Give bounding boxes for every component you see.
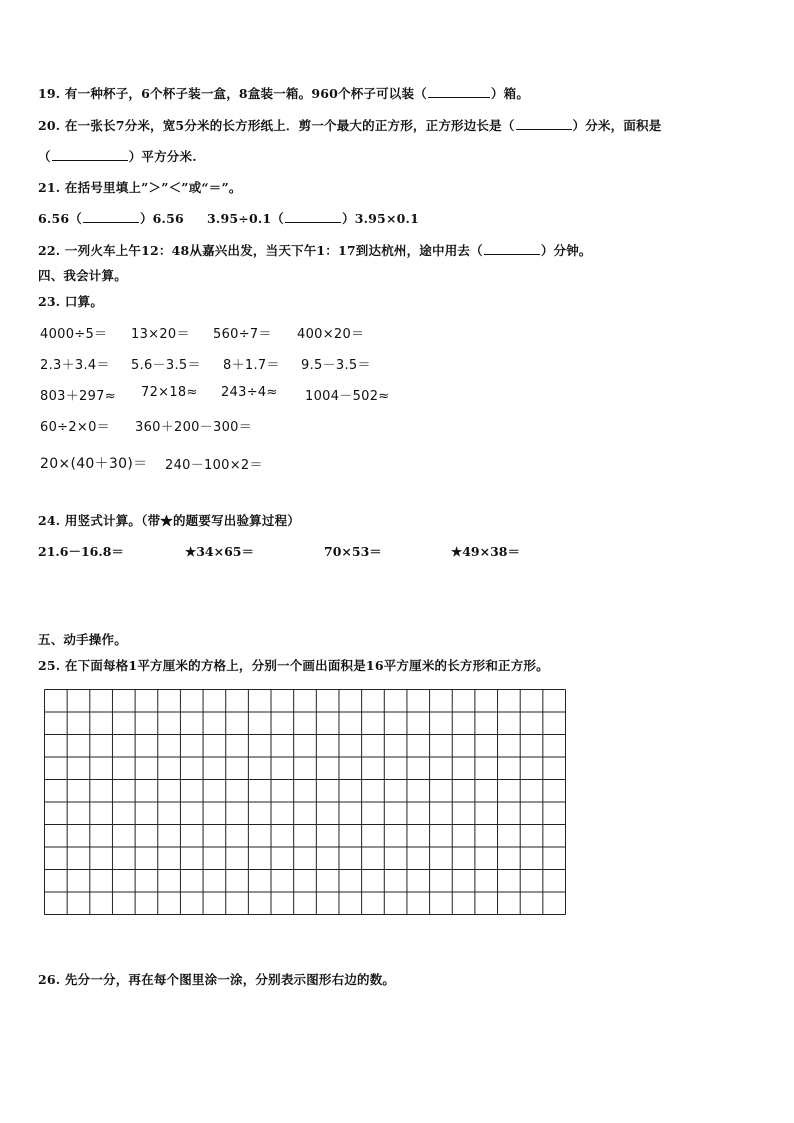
- question-number: 21.: [38, 180, 61, 195]
- question-text: 口算。: [64, 294, 104, 309]
- compare-blank-1[interactable]: [83, 210, 139, 223]
- answer-blank-side[interactable]: [516, 117, 572, 130]
- question-21-expressions: [38, 209, 419, 227]
- grid-svg[interactable]: [44, 689, 566, 915]
- answer-blank[interactable]: [428, 85, 490, 98]
- vertical-calc-item: ★49×38＝: [451, 544, 520, 559]
- question-20-line2: [38, 147, 197, 165]
- mental-math-item: 1004－502≈: [305, 389, 390, 404]
- question-26: [38, 970, 395, 988]
- question-23: [38, 292, 103, 310]
- compare-right-1: ）6.56: [139, 211, 184, 226]
- mental-math-item: 13×20＝: [131, 327, 190, 342]
- mental-math-item: 560÷7＝: [213, 327, 272, 342]
- answer-blank-area[interactable]: [52, 148, 128, 161]
- question-22: [38, 241, 592, 259]
- compare-right-2: ）3.95×0.1: [342, 211, 419, 226]
- mental-math-item: 20×(40＋30)＝: [40, 456, 148, 472]
- square-grid[interactable]: [44, 689, 566, 915]
- question-text: 有一种杯子，6个杯子装一盒，8盒装一箱。960个杯子可以装（: [64, 86, 427, 101]
- question-25: [38, 656, 549, 674]
- vertical-calc-item: 21.6－16.8＝: [38, 544, 124, 559]
- mental-math-item: 240－100×2＝: [165, 458, 263, 473]
- question-number: 22.: [38, 243, 61, 258]
- mental-math-item: 2.3＋3.4＝: [40, 358, 110, 373]
- question-text-end: ）平方分米.: [128, 149, 197, 164]
- vertical-calc-item: 70×53＝: [324, 544, 382, 559]
- mental-math-item: 803＋297≈: [40, 389, 116, 404]
- compare-left-2: 3.95÷0.1（: [207, 211, 284, 226]
- question-text: （: [38, 149, 51, 164]
- mental-math-item: 400×20＝: [297, 327, 365, 342]
- section-heading-4: 四、我会计算。: [38, 268, 127, 283]
- mental-math-item: 72×18≈: [141, 385, 198, 400]
- question-text-end: ）箱。: [490, 86, 530, 101]
- mental-math-item: 8＋1.7＝: [223, 358, 280, 373]
- mental-math-item: 4000÷5＝: [40, 327, 108, 342]
- question-text-mid: ）分米，面积是: [572, 118, 662, 133]
- mental-math-item: 243÷4≈: [221, 385, 278, 400]
- question-number: 25.: [38, 658, 61, 673]
- question-text: 一列火车上午12：48从嘉兴出发，当天下午1：17到达杭州，途中用去（: [64, 243, 483, 258]
- question-text-end: ）分钟。: [540, 243, 592, 258]
- question-text: 用竖式计算。（带★的题要写出验算过程）: [64, 513, 300, 528]
- mental-math-item: 5.6－3.5＝: [131, 358, 201, 373]
- question-text: 先分一分，再在每个图里涂一涂，分别表示图形右边的数。: [64, 972, 396, 987]
- question-text: 在一张长7分米，宽5分米的长方形纸上．剪一个最大的正方形，正方形边长是（: [64, 118, 515, 133]
- question-number: 23.: [38, 294, 61, 309]
- section-heading-5: 五、动手操作。: [38, 632, 127, 647]
- question-number: 24.: [38, 513, 61, 528]
- mental-math-item: 60÷2×0＝: [40, 420, 110, 435]
- question-19: [38, 84, 529, 102]
- compare-blank-2[interactable]: [285, 210, 341, 223]
- question-text: 在括号里填上”＞”＜”或“＝”。: [64, 180, 242, 195]
- compare-left-1: 6.56（: [38, 211, 82, 226]
- question-20: [38, 116, 661, 134]
- mental-math-item: 9.5－3.5＝: [301, 358, 371, 373]
- question-21: [38, 178, 242, 196]
- question-number: 19.: [38, 86, 61, 101]
- answer-blank[interactable]: [484, 242, 540, 255]
- question-24: [38, 511, 300, 529]
- question-number: 20.: [38, 118, 61, 133]
- question-number: 26.: [38, 972, 61, 987]
- mental-math-item: 360＋200－300＝: [135, 420, 253, 435]
- question-text: 在下面每格1平方厘米的方格上，分别一个画出面积是16平方厘米的长方形和正方形。: [64, 658, 549, 673]
- vertical-calc-item: ★34×65＝: [185, 544, 254, 559]
